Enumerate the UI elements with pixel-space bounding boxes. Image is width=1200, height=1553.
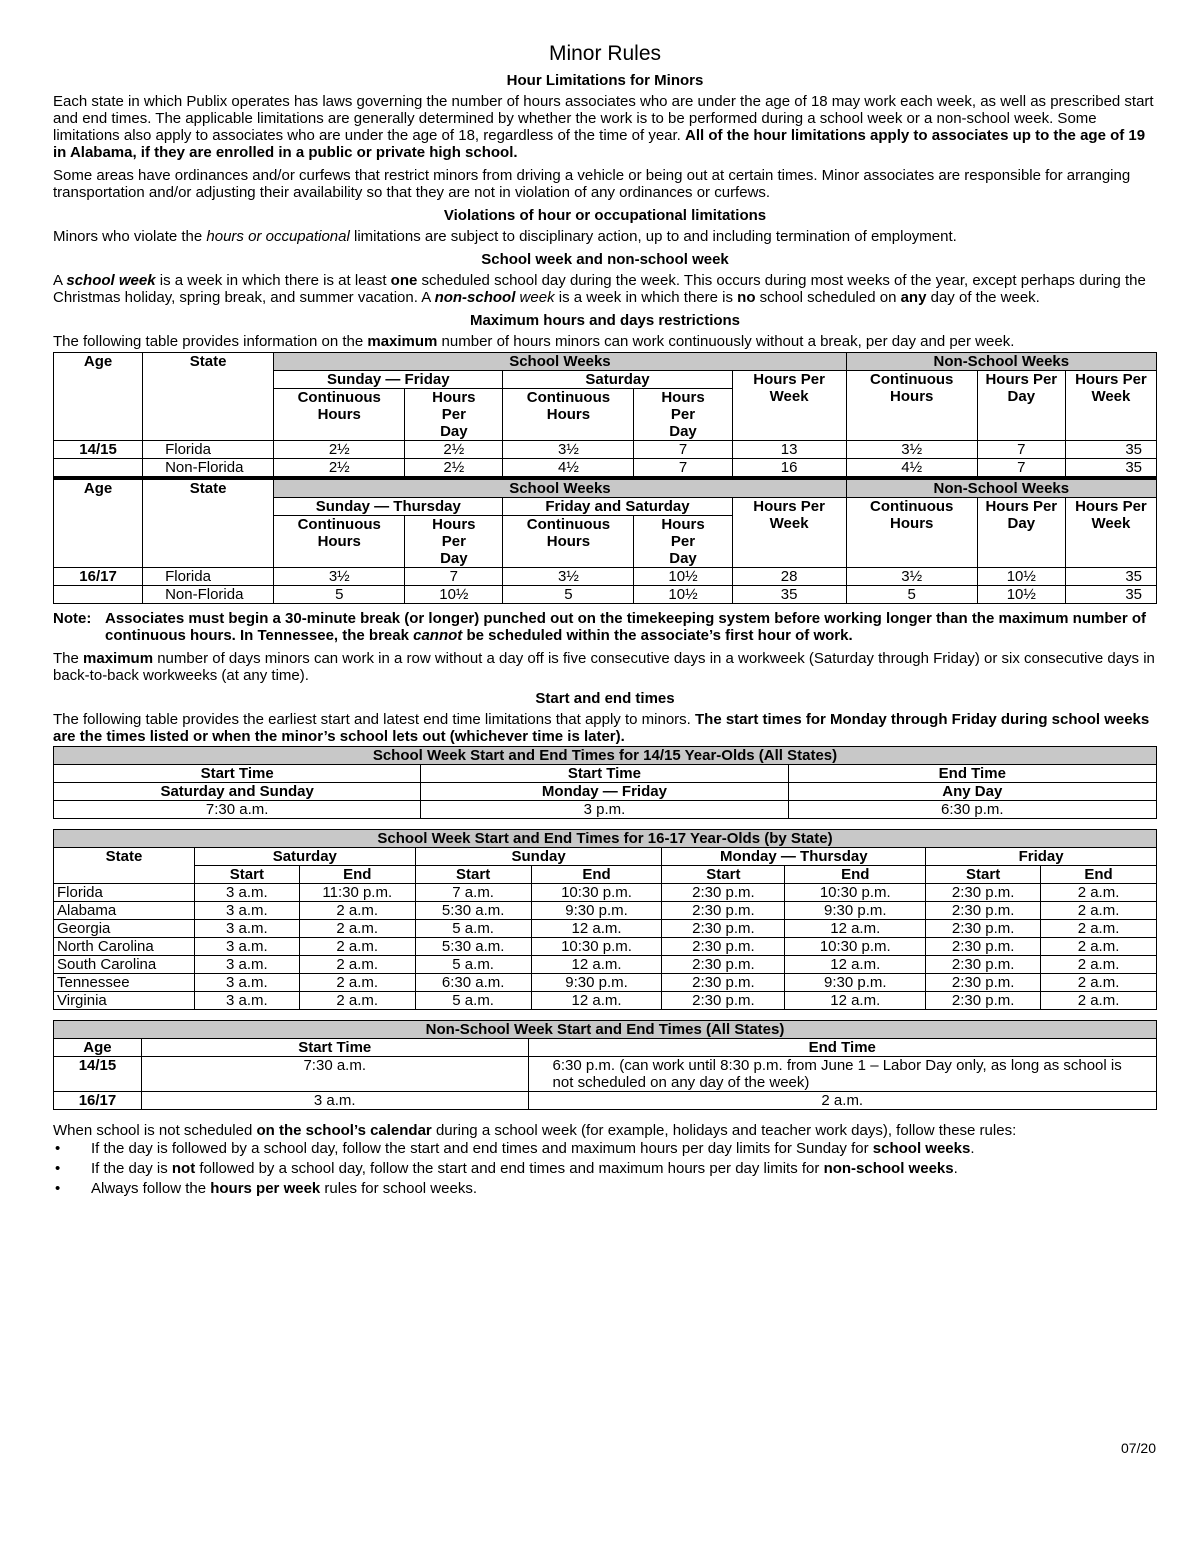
header-hours-per-day: Hours Per Day [634,516,732,568]
table-cell: 35 [1065,586,1156,604]
table-cell: 10½ [977,586,1065,604]
table-cell: 5:30 a.m. [415,902,531,920]
header-friday: Friday [926,848,1157,866]
note-text-b: be scheduled within the associate’s first hour of work. [462,627,853,644]
cell-age: 16/17 [54,568,143,586]
cell-state: North Carolina [54,938,195,956]
violations-text-italic: hours or occupational [206,228,350,245]
section-heading-start-end: Start and end times [535,690,675,707]
max-days-text-b: maximum [83,650,154,667]
table-cell: 2 a.m. [299,920,415,938]
max-text-a: The following table provides information on the [53,333,368,350]
max-days-paragraph [53,650,1157,684]
week-text: Week [1091,515,1131,532]
max-hours-table [53,352,1157,604]
table-cell: 2½ [274,441,405,459]
subheader-any-day: Any Day [788,783,1156,801]
table-cell: 9:30 p.m. [531,902,662,920]
hours-per-text: Hours Per [985,498,1058,515]
table-cell: 2:30 p.m. [926,920,1041,938]
table-cell: 12 a.m. [531,956,662,974]
header-state: State [143,478,274,568]
rule-3-text-c: rules for school weeks. [320,1180,477,1197]
table-cell: 3 p.m. [421,801,788,819]
table-cell: 7:30 a.m. [54,801,421,819]
table-cell: 3 a.m. [194,974,299,992]
cell-state: Virginia [54,992,195,1010]
header-start: Start [415,866,531,884]
max-text-c: number of hours minors can work continuously without a break, per day and per week. [437,333,1015,350]
header-hours-per-week: Hours Per Week [732,371,846,441]
table-cell: 3 a.m. [194,920,299,938]
table-cell: 10½ [405,586,503,604]
table-cell: 3½ [846,441,977,459]
table-cell: 2:30 p.m. [662,992,785,1010]
table-cell: 2 a.m. [1041,920,1157,938]
table-cell: 5 [846,586,977,604]
header-continuous-hours: Continuous Hours [274,389,405,441]
table-row [54,956,1157,974]
footer-date: 07/20 [1120,1440,1156,1456]
table-cell: 7 [405,568,503,586]
rule-1-text-a: If the day is followed by a school day, follow the start and end times and maximum hours per day limits for Sunday for [91,1140,873,1157]
header-end: End [785,866,926,884]
table-row [54,1057,1157,1092]
calendar-paragraph [53,1122,1157,1139]
sw-text-1: A [53,272,67,289]
sw-text-3: is a week in which there is at least [155,272,391,289]
table-cell: 3½ [274,568,405,586]
cell-age [54,586,143,604]
section-heading-maximum: Maximum hours and days restrictions [469,312,741,329]
table-row [54,974,1157,992]
calendar-text-c: during a school week (for example, holidays and teacher work days), follow these rules: [431,1122,1017,1139]
header-continuous-hours: Continuous Hours [503,516,634,568]
table-cell: 2 a.m. [299,902,415,920]
page-title: Minor Rules [548,42,662,65]
table-cell: 9:30 p.m. [785,902,926,920]
ordinances-paragraph: Some areas have ordinances and/or curfews that restrict minors from driving a vehicle or being out at certain times. Minor associates are responsible for arranging transportation and/or adjusting their availability so that they are not in violation of any ordinances or curfews. [53,167,1131,201]
header-end-time: End Time [788,765,1156,783]
header-friday-saturday: Friday and Saturday [503,498,732,516]
header-age: Age [54,353,143,441]
header-non-school-weeks: Non-School Weeks [846,478,1156,498]
table-cell: 2:30 p.m. [662,974,785,992]
header-sunday-friday: Sunday — Friday [274,371,503,389]
intro-text: Each state in which Publix operates has laws governing the number of hours associates who are under the age of 18 may work each week, as well as prescribed start and end times. The applicable limitations are generally determined by whether the work is to be performed during a school week or a non-school week. Some limitations also apply to associates who are under the age of 18, regardless of the time of year. [53,93,1154,144]
sw-text-12: day of the week. [926,289,1040,306]
table-cell: 6:30 p.m. [788,801,1156,819]
table-cell: 5 [274,586,405,604]
cell-state: Alabama [54,902,195,920]
note-text-a: Associates must begin a 30-minute break (or longer) punched out on the timekeeping system before working longer than the maximum number of continuous hours. In Tennessee, the break [105,610,1147,644]
table-cell: 5 a.m. [415,920,531,938]
table-cell: 16 [732,459,846,479]
table-cell: 3 a.m. [194,992,299,1010]
table-cell: 12 a.m. [785,992,926,1010]
table-cell: 2½ [405,459,503,479]
table-cell: 2:30 p.m. [662,920,785,938]
table-cell: 7 [977,459,1065,479]
table-cell: 4½ [846,459,977,479]
day-text: Day [1007,515,1036,532]
table-cell: 2 a.m. [1041,884,1157,902]
table-cell: 28 [732,568,846,586]
sw-text-6: non-school [434,289,516,306]
table-cell: 2:30 p.m. [662,884,785,902]
header-end: End [299,866,415,884]
table-row [54,902,1157,920]
table-cell: 7 a.m. [415,884,531,902]
table-title: Non-School Week Start and End Times (All States) [54,1021,1157,1039]
table-cell: 7 [634,459,732,479]
header-continuous-hours: Continuous Hours [503,389,634,441]
bullet-icon: • [55,1140,61,1157]
table-cell: 6:30 a.m. [415,974,531,992]
header-sunday: Sunday [415,848,662,866]
table-cell: 10½ [977,568,1065,586]
violations-text-a: Minors who violate the [53,228,207,245]
header-start-time: Start Time [54,765,421,783]
school-week-1415-table [53,746,1157,819]
rule-2-text-b: not [171,1160,196,1177]
hours-per-text: Hours Per [1075,498,1147,515]
table-row [54,459,1157,479]
rules-list [53,1139,1157,1199]
table-cell: 11:30 p.m. [299,884,415,902]
header-state: State [143,353,274,441]
table-row [54,441,1157,459]
header-end: End [531,866,662,884]
table-cell: 3½ [503,568,634,586]
table-cell: 35 [1065,459,1156,479]
table-cell: 2 a.m. [1041,992,1157,1010]
note-text-italic: cannot [413,627,463,644]
cell-age: 14/15 [54,441,143,459]
start-end-paragraph [53,711,1157,745]
max-text-b: maximum [367,333,438,350]
header-continuous-hours: Continuous Hours [274,516,405,568]
table-cell: 2:30 p.m. [926,974,1041,992]
table-cell: 3½ [503,441,634,459]
table-cell: 2 a.m. [299,956,415,974]
table-row [54,568,1157,586]
header-school-weeks: School Weeks [274,478,846,498]
max-days-text-a: The [53,650,84,667]
header-school-weeks: School Weeks [274,353,846,371]
table-cell: 2 a.m. [299,974,415,992]
rule-2-text-a: If the day is [91,1160,172,1177]
table-cell: 10:30 p.m. [531,938,662,956]
header-state: State [54,848,195,884]
intro-paragraph [53,93,1157,161]
list-item [53,1179,1157,1199]
calendar-text-a: When school is not scheduled [53,1122,257,1139]
table-cell: 12 a.m. [785,956,926,974]
header-hours-per-day: Hours Per Day [634,389,732,441]
table-cell: 2 a.m. [299,938,415,956]
header-start: Start [194,866,299,884]
table-cell: 2:30 p.m. [662,956,785,974]
table-cell: 2 a.m. [299,992,415,1010]
rule-2-text-d: non-school weeks [823,1160,954,1177]
header-saturday: Saturday [194,848,415,866]
header-end-time: End Time [528,1039,1156,1057]
cell-age: 14/15 [54,1057,142,1092]
cell-age [54,459,143,479]
table-cell: 35 [732,586,846,604]
rule-2-text-c: followed by a school day, follow the start and end times and maximum hours per day limits for [195,1160,824,1177]
header-age: Age [54,1039,142,1057]
header-end: End [1041,866,1157,884]
sw-text-7: week [515,289,555,306]
school-week-1617-table [53,829,1157,1010]
table-row [54,586,1157,604]
table-cell: 35 [1065,441,1156,459]
school-week-paragraph [53,272,1157,306]
table-cell: 5:30 a.m. [415,938,531,956]
header-start-time: Start Time [141,1039,528,1057]
header-hours-per-day: Hours Per Day [405,516,503,568]
rule-1-text-b: school weeks [872,1140,971,1157]
start-end-text-a: The following table provides the earliest start and latest end time limitations that apply to minors. [53,711,695,728]
table-cell: 2:30 p.m. [926,956,1041,974]
rule-text [91,1159,958,1179]
cell-state: Florida [54,884,195,902]
table-row [54,884,1157,902]
cell-state: Non-Florida [143,459,274,479]
sw-text-8: is a week in which there is [554,289,738,306]
table-cell: 5 a.m. [415,956,531,974]
cell-state: Florida [143,441,274,459]
table-cell: 2:30 p.m. [926,902,1041,920]
sw-text-11: any [900,289,927,306]
rule-2-text-e: . [953,1160,958,1177]
table-cell: 6:30 p.m. (can work until 8:30 p.m. from June 1 – Labor Day only, as long as school is not scheduled on any day of the week) [528,1057,1156,1092]
maximum-paragraph [53,333,1157,350]
header-non-school-weeks: Non-School Weeks [846,353,1156,371]
table-title: School Week Start and End Times for 16-17 Year-Olds (by State) [54,830,1157,848]
header-hours-per-week: Hours Per Week [732,498,846,568]
table-cell: 10½ [634,568,732,586]
table-row [54,1092,1157,1110]
table-row [54,920,1157,938]
subheader-mon-fri: Monday — Friday [421,783,788,801]
table-cell: 12 a.m. [531,920,662,938]
header-saturday: Saturday [503,371,732,389]
table-cell: 3 a.m. [194,902,299,920]
bullet-icon: • [55,1160,61,1177]
list-item [53,1159,1157,1179]
table-cell: 2:30 p.m. [662,902,785,920]
violations-paragraph [53,228,1157,245]
header-start: Start [662,866,785,884]
table-cell: 5 a.m. [415,992,531,1010]
rule-1-text-c: . [970,1140,975,1157]
table-cell: 3½ [846,568,977,586]
table-cell: 7 [977,441,1065,459]
max-days-text-c: number of days minors can work in a row without a day off is five consecutive days in a workweek (Saturday through Friday) or six consecutive days in back-to-back workweeks (at any time). [53,650,1155,684]
section-heading-violations: Violations of hour or occupational limitations [443,207,767,224]
rule-text [91,1179,477,1199]
table-cell: 35 [1065,568,1156,586]
calendar-text-b: on the school’s calendar [256,1122,432,1139]
header-age: Age [54,478,143,568]
day-text: Day [1007,388,1036,405]
hours-per-text: Hours Per [985,371,1058,388]
table-cell: 2 a.m. [1041,938,1157,956]
section-heading-hour-limitations: Hour Limitations for Minors [506,72,704,89]
sw-text-4: one [390,272,418,289]
section-heading-school-week: School week and non-school week [481,251,729,268]
table-cell: 2 a.m. [528,1092,1156,1110]
cell-state: Non-Florida [143,586,274,604]
cell-age: 16/17 [54,1092,142,1110]
rule-3-text-a: Always follow the [91,1180,211,1197]
header-ns-hours-per-week [1065,371,1156,441]
table-cell: 10:30 p.m. [785,884,926,902]
table-cell: 2 a.m. [1041,902,1157,920]
note-label: Note: [53,610,92,627]
list-item [53,1139,1157,1159]
non-school-week-table [53,1020,1157,1110]
week-text: Week [1091,388,1131,405]
rule-3-text-b: hours per week [210,1180,321,1197]
sw-text-5: scheduled school day during the week. This occurs during most weeks of the year, except perhaps during the Christmas holiday, spring break, and summer vacation. A [53,272,1146,306]
table-cell: 3 a.m. [194,938,299,956]
header-hours-per-day: Hours Per Day [405,389,503,441]
table-cell: 12 a.m. [531,992,662,1010]
table-cell: 3 a.m. [194,956,299,974]
table-cell: 10½ [634,586,732,604]
hours-per-text: Hours Per [1075,371,1147,388]
cell-state: Tennessee [54,974,195,992]
document-page [53,42,1157,1199]
sw-text-10: school scheduled on [755,289,901,306]
table-cell: 2 a.m. [1041,974,1157,992]
table-cell: 13 [732,441,846,459]
header-sunday-thursday: Sunday — Thursday [274,498,503,516]
header-ns-hours-per-day [977,498,1065,568]
sw-text-2: school week [66,272,156,289]
subheader-sat-sun: Saturday and Sunday [54,783,421,801]
cell-state: Georgia [54,920,195,938]
header-ns-hours-per-day [977,371,1065,441]
sw-text-9: no [737,289,756,306]
rule-text [91,1139,974,1159]
table-cell: 5 [503,586,634,604]
header-ns-continuous-hours: Continuous Hours [846,498,977,568]
start-end-text-b: The start times for Monday through Friday during school weeks are the times listed or when the minor’s school lets out (whichever time is later). [53,711,1150,745]
note-text [105,610,1157,644]
header-start: Start [926,866,1041,884]
table-cell: 7:30 a.m. [141,1057,528,1092]
table-cell: 4½ [503,459,634,479]
table-cell: 7 [634,441,732,459]
break-note [53,610,1157,644]
table-cell: 10:30 p.m. [785,938,926,956]
violations-text-b: limitations are subject to disciplinary action, up to and including termination of employment. [349,228,957,245]
table-cell: 2:30 p.m. [926,884,1041,902]
table-cell: 2:30 p.m. [662,938,785,956]
table-cell: 9:30 p.m. [785,974,926,992]
table-row [54,801,1157,819]
table-row [54,992,1157,1010]
header-mon-thu: Monday — Thursday [662,848,926,866]
header-ns-continuous-hours: Continuous Hours [846,371,977,441]
table-cell: 2:30 p.m. [926,992,1041,1010]
header-ns-hours-per-week [1065,498,1156,568]
table-cell: 3 a.m. [194,884,299,902]
table-cell: 2:30 p.m. [926,938,1041,956]
cell-state: Florida [143,568,274,586]
table-row [54,938,1157,956]
table-cell: 9:30 p.m. [531,974,662,992]
table-cell: 10:30 p.m. [531,884,662,902]
table-cell: 3 a.m. [141,1092,528,1110]
bullet-icon: • [55,1180,61,1197]
table-cell: 2 a.m. [1041,956,1157,974]
table-title: School Week Start and End Times for 14/15 Year-Olds (All States) [54,747,1157,765]
table-cell: 2½ [405,441,503,459]
table-cell: 2½ [274,459,405,479]
header-start-time: Start Time [421,765,788,783]
table-cell: 12 a.m. [785,920,926,938]
cell-state: South Carolina [54,956,195,974]
intro-bold-text: All of the hour limitations apply to associates up to the age of 19 in Alabama, if they are enrolled in a public or private high school. [53,127,1146,161]
